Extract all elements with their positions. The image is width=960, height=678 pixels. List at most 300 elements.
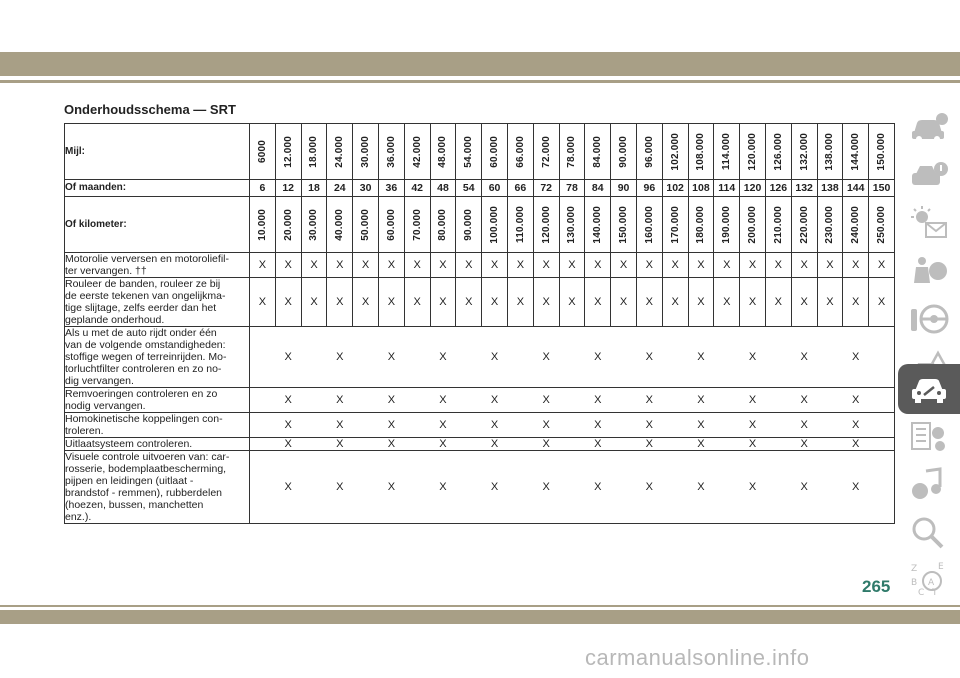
- interval-mark: [456, 438, 482, 451]
- km-cell: [791, 197, 817, 253]
- months-value: 60: [482, 180, 508, 197]
- interval-mark: X: [740, 253, 766, 278]
- miles-cell: [250, 124, 276, 180]
- interval-mark: [250, 413, 276, 438]
- km-cell: [301, 197, 327, 253]
- miles-value: 144.000: [850, 132, 862, 171]
- interval-mark: X: [301, 253, 327, 278]
- km-value: 180.000: [695, 205, 707, 244]
- km-value: 200.000: [747, 205, 759, 244]
- miles-value: 138.000: [824, 132, 836, 171]
- interval-mark: X: [585, 253, 611, 278]
- interval-mark: X: [636, 438, 662, 451]
- task-label: [65, 327, 250, 388]
- task-label-line: pijpen en leidingen (uitlaat -: [65, 475, 194, 487]
- interval-mark: [611, 413, 637, 438]
- interval-mark: [869, 438, 895, 451]
- miles-value: 12.000: [282, 135, 294, 168]
- km-value: 120.000: [540, 205, 552, 244]
- miles-cell: [378, 124, 404, 180]
- interval-mark: X: [843, 438, 869, 451]
- interval-mark: X: [688, 253, 714, 278]
- km-cell: [353, 197, 379, 253]
- interval-mark: [456, 413, 482, 438]
- miles-cell: [765, 124, 791, 180]
- interval-mark: [507, 413, 533, 438]
- interval-mark: X: [533, 413, 559, 438]
- svg-text:B: B: [911, 578, 918, 588]
- interval-mark: X: [430, 413, 456, 438]
- task-label-line: stoffige wegen of terreinrijden. Mo-: [65, 351, 227, 363]
- miles-header-row: [65, 124, 895, 180]
- interval-mark: [353, 413, 379, 438]
- interval-mark: [507, 327, 533, 388]
- interval-mark: X: [430, 327, 456, 388]
- miles-value: 36.000: [385, 135, 397, 168]
- miles-value: 90.000: [618, 135, 630, 168]
- interval-mark: X: [430, 438, 456, 451]
- interval-mark: X: [250, 278, 276, 327]
- km-cell: [688, 197, 714, 253]
- interval-mark: X: [688, 327, 714, 388]
- interval-mark: [507, 451, 533, 524]
- task-label: [65, 278, 250, 327]
- months-value: 30: [353, 180, 379, 197]
- months-value: 120: [740, 180, 766, 197]
- miles-value: 48.000: [437, 135, 449, 168]
- months-value: 72: [533, 180, 559, 197]
- interval-mark: [817, 327, 843, 388]
- miles-cell: [740, 124, 766, 180]
- interval-mark: X: [765, 253, 791, 278]
- task-label-line: Motorolie verversen en motoroliefil-: [65, 253, 229, 265]
- interval-mark: [559, 451, 585, 524]
- miles-cell: [482, 124, 508, 180]
- months-value: 90: [611, 180, 637, 197]
- interval-mark: X: [688, 451, 714, 524]
- months-value: 108: [688, 180, 714, 197]
- car-info-icon[interactable]: [898, 102, 960, 152]
- interval-mark: [559, 388, 585, 413]
- interval-mark: [611, 388, 637, 413]
- km-label: Of kilometer:: [65, 197, 250, 253]
- km-value: 20.000: [282, 208, 294, 241]
- interval-mark: [714, 438, 740, 451]
- miles-value: 72.000: [540, 135, 552, 168]
- table-row: [65, 278, 895, 327]
- interval-mark: X: [327, 438, 353, 451]
- table-row: [65, 438, 895, 451]
- interval-mark: X: [791, 438, 817, 451]
- interval-mark: [714, 413, 740, 438]
- task-label: [65, 253, 250, 278]
- interval-mark: [456, 327, 482, 388]
- task-label: [65, 413, 250, 438]
- interval-mark: X: [611, 253, 637, 278]
- interval-mark: X: [275, 327, 301, 388]
- km-value: 160.000: [643, 205, 655, 244]
- miles-cell: [843, 124, 869, 180]
- interval-mark: X: [740, 451, 766, 524]
- interval-mark: X: [482, 253, 508, 278]
- interval-mark: X: [353, 278, 379, 327]
- svg-text:T: T: [932, 588, 938, 597]
- miles-value: 84.000: [592, 135, 604, 168]
- interval-mark: X: [327, 413, 353, 438]
- interval-mark: X: [636, 388, 662, 413]
- task-label-line: enz.).: [65, 511, 92, 523]
- interval-mark: [404, 438, 430, 451]
- interval-mark: X: [275, 278, 301, 327]
- months-value: 96: [636, 180, 662, 197]
- km-cell: [869, 197, 895, 253]
- task-label-line: geplande onderhoud.: [65, 314, 165, 326]
- km-value: 30.000: [308, 208, 320, 241]
- interval-mark: [353, 438, 379, 451]
- miles-value: 24.000: [334, 135, 346, 168]
- interval-mark: X: [456, 278, 482, 327]
- interval-mark: [301, 327, 327, 388]
- km-value: 10.000: [256, 208, 268, 241]
- miles-value: 150.000: [876, 132, 888, 171]
- task-label-line: nodig vervangen.: [65, 400, 146, 412]
- miles-cell: [275, 124, 301, 180]
- km-value: 90.000: [463, 208, 475, 241]
- table-row: [65, 253, 895, 278]
- task-label-line: van de volgende omstandigheden:: [65, 339, 226, 351]
- airbag-safety-icon[interactable]: [898, 246, 960, 296]
- interval-mark: X: [636, 253, 662, 278]
- page-title: Onderhoudsschema — SRT: [64, 102, 236, 117]
- interval-mark: X: [636, 451, 662, 524]
- interval-mark: X: [430, 278, 456, 327]
- interval-mark: X: [817, 253, 843, 278]
- miles-cell: [507, 124, 533, 180]
- interval-mark: [301, 438, 327, 451]
- interval-mark: X: [378, 438, 404, 451]
- interval-mark: [765, 413, 791, 438]
- svg-text:Z: Z: [911, 564, 918, 574]
- km-value: 40.000: [334, 208, 346, 241]
- interval-mark: X: [714, 253, 740, 278]
- task-label-line: troleren.: [65, 425, 104, 437]
- interval-mark: X: [740, 278, 766, 327]
- miles-value: 96.000: [643, 135, 655, 168]
- miles-value: 132.000: [798, 132, 810, 171]
- interval-mark: [817, 438, 843, 451]
- interval-mark: [353, 451, 379, 524]
- interval-mark: [817, 413, 843, 438]
- miles-cell: [611, 124, 637, 180]
- interval-mark: [714, 388, 740, 413]
- km-value: 220.000: [798, 205, 810, 244]
- interval-mark: [456, 388, 482, 413]
- interval-mark: X: [482, 278, 508, 327]
- miles-value: 126.000: [772, 132, 784, 171]
- months-value: 126: [765, 180, 791, 197]
- interval-mark: X: [353, 253, 379, 278]
- interval-mark: [662, 451, 688, 524]
- interval-mark: [559, 327, 585, 388]
- months-value: 66: [507, 180, 533, 197]
- months-value: 54: [456, 180, 482, 197]
- table-row: [65, 451, 895, 524]
- interval-mark: X: [275, 438, 301, 451]
- interval-mark: X: [430, 253, 456, 278]
- km-value: 50.000: [360, 208, 372, 241]
- km-value: 250.000: [876, 205, 888, 244]
- km-value: 110.000: [514, 206, 526, 243]
- interval-mark: X: [843, 451, 869, 524]
- interval-mark: [714, 327, 740, 388]
- dashboard-lights-icon[interactable]: [898, 198, 960, 248]
- interval-mark: [662, 438, 688, 451]
- interval-mark: X: [843, 278, 869, 327]
- interval-mark: X: [275, 413, 301, 438]
- months-value: 36: [378, 180, 404, 197]
- miles-value: 108.000: [695, 132, 707, 171]
- top-band-line: [0, 80, 960, 83]
- miles-value: 54.000: [463, 135, 475, 168]
- interval-mark: X: [275, 253, 301, 278]
- months-value: 144: [843, 180, 869, 197]
- interval-mark: X: [404, 253, 430, 278]
- miles-cell: [817, 124, 843, 180]
- months-value: 18: [301, 180, 327, 197]
- interval-mark: X: [378, 253, 404, 278]
- miles-cell: [869, 124, 895, 180]
- km-cell: [636, 197, 662, 253]
- miles-cell: [688, 124, 714, 180]
- task-label: [65, 438, 250, 451]
- km-cell: [585, 197, 611, 253]
- interval-mark: X: [585, 413, 611, 438]
- km-value: 150.000: [618, 205, 630, 244]
- interval-mark: [765, 438, 791, 451]
- interval-mark: X: [404, 278, 430, 327]
- top-band: [0, 52, 960, 76]
- interval-mark: X: [791, 413, 817, 438]
- task-label-line: brandstof - remmen), rubberdelen: [65, 487, 222, 499]
- interval-mark: X: [740, 327, 766, 388]
- interval-mark: [404, 451, 430, 524]
- km-cell: [662, 197, 688, 253]
- interval-mark: [765, 388, 791, 413]
- km-value: 140.000: [592, 205, 604, 244]
- interval-mark: [817, 388, 843, 413]
- interval-mark: X: [585, 438, 611, 451]
- interval-mark: X: [585, 451, 611, 524]
- months-value: 84: [585, 180, 611, 197]
- km-cell: [482, 197, 508, 253]
- task-label-line: ter vervangen. ††: [65, 265, 147, 277]
- km-value: 230.000: [824, 205, 836, 244]
- interval-mark: X: [791, 278, 817, 327]
- task-label-line: (hoezen, bussen, manchetten: [65, 499, 204, 511]
- interval-mark: [662, 388, 688, 413]
- miles-cell: [404, 124, 430, 180]
- interval-mark: [250, 451, 276, 524]
- months-value: 6: [250, 180, 276, 197]
- table-row: [65, 327, 895, 388]
- interval-mark: X: [559, 253, 585, 278]
- km-cell: [507, 197, 533, 253]
- km-cell: [843, 197, 869, 253]
- km-cell: [559, 197, 585, 253]
- interval-mark: X: [456, 253, 482, 278]
- bottom-band-line: [0, 605, 960, 607]
- interval-mark: [250, 438, 276, 451]
- interval-mark: [404, 388, 430, 413]
- language-index-icon[interactable]: [898, 554, 960, 604]
- km-cell: [611, 197, 637, 253]
- interval-mark: [869, 327, 895, 388]
- search-index-icon[interactable]: [898, 508, 960, 558]
- interval-mark: X: [740, 438, 766, 451]
- interval-mark: X: [507, 253, 533, 278]
- interval-mark: X: [791, 327, 817, 388]
- car-warning-icon[interactable]: [898, 150, 960, 200]
- task-label-line: rosserie, bodemplaatbescherming,: [65, 463, 227, 475]
- miles-cell: [585, 124, 611, 180]
- miles-value: 18.000: [308, 135, 320, 168]
- specifications-icon[interactable]: [898, 412, 960, 462]
- km-cell: [533, 197, 559, 253]
- interval-mark: X: [378, 388, 404, 413]
- interval-mark: X: [817, 278, 843, 327]
- bottom-band: [0, 610, 960, 624]
- interval-mark: [611, 438, 637, 451]
- interval-mark: [404, 413, 430, 438]
- km-cell: [714, 197, 740, 253]
- interval-mark: [301, 451, 327, 524]
- km-value: 70.000: [411, 208, 423, 241]
- interval-mark: X: [765, 278, 791, 327]
- interval-mark: X: [482, 413, 508, 438]
- months-header-row: [65, 180, 895, 197]
- months-value: 102: [662, 180, 688, 197]
- miles-cell: [430, 124, 456, 180]
- interval-mark: [714, 451, 740, 524]
- interval-mark: [507, 438, 533, 451]
- task-label-line: tige slijtage, zelfs eerder dan het: [65, 302, 217, 314]
- task-label-line: de eerste tekenen van ongelijkma-: [65, 290, 226, 302]
- miles-cell: [533, 124, 559, 180]
- miles-cell: [353, 124, 379, 180]
- interval-mark: X: [275, 451, 301, 524]
- interval-mark: X: [740, 388, 766, 413]
- interval-mark: [507, 388, 533, 413]
- km-value: 100.000: [489, 205, 501, 244]
- interval-mark: X: [714, 278, 740, 327]
- multimedia-icon[interactable]: [898, 460, 960, 510]
- interval-mark: X: [636, 413, 662, 438]
- interval-mark: X: [378, 451, 404, 524]
- table-row: [65, 388, 895, 413]
- interval-mark: [250, 327, 276, 388]
- km-value: 170.000: [669, 205, 681, 244]
- interval-mark: X: [327, 327, 353, 388]
- task-label-line: Rouleer de banden, rouleer ze bij: [65, 278, 221, 290]
- maintenance-car-icon[interactable]: [898, 364, 960, 414]
- interval-mark: X: [301, 278, 327, 327]
- miles-value: 42.000: [411, 135, 423, 168]
- interval-mark: X: [559, 278, 585, 327]
- months-label: Of maanden:: [65, 180, 250, 197]
- interval-mark: [817, 451, 843, 524]
- chapter-sidebar: [898, 100, 960, 600]
- miles-cell: [662, 124, 688, 180]
- interval-mark: X: [585, 327, 611, 388]
- interval-mark: X: [482, 451, 508, 524]
- task-label-line: Visuele controle uitvoeren van: car-: [65, 451, 230, 463]
- interval-mark: [559, 438, 585, 451]
- task-label-line: Uitlaatsysteem controleren.: [65, 438, 193, 450]
- task-label-line: Homokinetische koppelingen con-: [65, 413, 223, 425]
- interval-mark: X: [585, 278, 611, 327]
- miles-value: 66.000: [514, 135, 526, 168]
- interval-mark: X: [533, 278, 559, 327]
- svg-text:E: E: [938, 562, 944, 572]
- interval-mark: X: [378, 278, 404, 327]
- interval-mark: X: [327, 451, 353, 524]
- interval-mark: [869, 388, 895, 413]
- interval-mark: X: [740, 413, 766, 438]
- months-value: 42: [404, 180, 430, 197]
- interval-mark: X: [869, 253, 895, 278]
- interval-mark: X: [791, 388, 817, 413]
- svg-text:A: A: [928, 578, 935, 588]
- task-label-line: Remvoeringen controleren en zo: [65, 388, 218, 400]
- interval-mark: X: [843, 388, 869, 413]
- interval-mark: [353, 327, 379, 388]
- interval-mark: X: [688, 388, 714, 413]
- interval-mark: X: [585, 388, 611, 413]
- interval-mark: X: [533, 451, 559, 524]
- months-value: 78: [559, 180, 585, 197]
- months-value: 138: [817, 180, 843, 197]
- miles-cell: [327, 124, 353, 180]
- interval-mark: X: [791, 451, 817, 524]
- interval-mark: [404, 327, 430, 388]
- interval-mark: [559, 413, 585, 438]
- interval-mark: X: [507, 278, 533, 327]
- interval-mark: X: [611, 278, 637, 327]
- task-label-line: torluchtfilter controleren en zo no-: [65, 363, 222, 375]
- interval-mark: X: [662, 253, 688, 278]
- interval-mark: [869, 413, 895, 438]
- interval-mark: X: [430, 451, 456, 524]
- steering-wheel-icon[interactable]: [898, 294, 960, 344]
- interval-mark: [353, 388, 379, 413]
- interval-mark: [662, 413, 688, 438]
- interval-mark: [765, 327, 791, 388]
- interval-mark: X: [843, 327, 869, 388]
- months-value: 48: [430, 180, 456, 197]
- months-value: 150: [869, 180, 895, 197]
- months-value: 132: [791, 180, 817, 197]
- km-cell: [275, 197, 301, 253]
- km-cell: [404, 197, 430, 253]
- interval-mark: [301, 388, 327, 413]
- interval-mark: X: [843, 253, 869, 278]
- km-value: 210.000: [772, 205, 784, 244]
- interval-mark: X: [688, 438, 714, 451]
- watermark: carmanualsonline.info: [585, 645, 810, 670]
- miles-value: 78.000: [566, 135, 578, 168]
- km-value: 130.000: [566, 205, 578, 244]
- task-label-line: dig vervangen.: [65, 375, 134, 387]
